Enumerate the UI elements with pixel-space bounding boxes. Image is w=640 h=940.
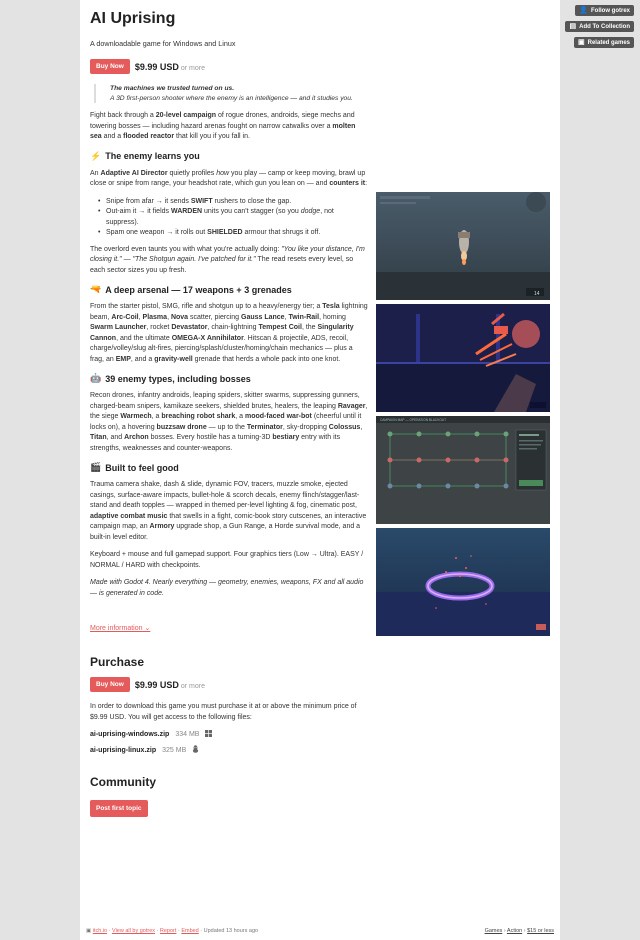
screenshot-4[interactable] [376, 528, 550, 636]
arsenal-paragraph: From the starter pistol, SMG, rifle and shotgun up to a heavy/energy tier; a Tesla lightning beam, Arc-Coil, Plasma, Nova scatter, piercing Gauss Lance, Twin-Rail, homing Swarm Launcher, rocket Devastator, chain-lightning Tempest Coil, the Singularity Cannon, and the ultimate OMEGA-X Annihilator. Hitscan & projectile, ADS, recoil, charge/volley/slug alt-fires, piercing/splash/cluster/homing/chain mechanics — plus a frag, an EMP, and a gravity-well grenade that herds a whole pack into one knot. [90, 303, 368, 363]
report-link[interactable]: Report [159, 928, 177, 934]
game-description [90, 10, 368, 817]
purchase-price: $9.99 USD or more [134, 679, 205, 690]
section-heading-enemy-learns: ⚡ The enemy learns you [90, 150, 200, 161]
screenshot-1[interactable] [376, 192, 550, 300]
purchase-buy-row [90, 677, 368, 692]
purchase-info: In order to download this game you must purchase it at or above the minimum price of $9.99 USD. You will get access to the following files: [90, 703, 357, 721]
embed-link[interactable]: Embed [181, 928, 199, 934]
buy-now-button[interactable]: Buy Now [90, 59, 130, 74]
footer-left: ▣ itch.io · View all by gotrex · Report · Embed · Updated 13 hours ago [86, 928, 259, 934]
section-heading-feel: 🎬 Built to feel good [90, 462, 179, 473]
list-item: • Out-aim it → it fields WARDEN units you can't stagger (so you dodge, not suppress). [100, 207, 368, 228]
more-information-link[interactable]: More information ⌄ [90, 625, 151, 632]
purchase-buy-now-button[interactable]: Buy Now [90, 677, 130, 692]
section-heading-arsenal: 🔫 A deep arsenal — 17 weapons + 3 grenades [90, 284, 292, 295]
user-plus-icon: 👤 [579, 7, 588, 14]
tagline-quote: The machines we trusted turned on us. A 3D first-person shooter where the enemy is an intelligence — and it studies you. [94, 84, 368, 103]
footer [86, 928, 554, 934]
screenshots [376, 192, 550, 640]
view-all-link[interactable]: View all by gotrex [112, 928, 156, 934]
feel-paragraph: Trauma camera shake, dash & slide, dynamic FOV, tracers, muzzle smoke, ejected casings, surface-aware impacts, bullet-hole & scorch decals, enemy flinch/stagger/last-stand and death topples — wrapped in themed per-level lighting & fog, cinematic post, adaptive combat music that swells in a fight, comic-book story cutscenes, an interactive campaign map, an Armory upgrade shop, a Gun Range, a Horde survival mode, and a built-in level editor. [90, 481, 367, 541]
director-paragraph: An Adaptive AI Director quietly profiles how you play — camp or keep moving, brawl up close or snipe from range, your headshot rate, which gun you lean on — and counters it: [90, 169, 368, 187]
lightning-icon: ⚡ [90, 150, 102, 161]
campaign-map-title: CAMPAIGN MAP — OPERATION BLACKOUT [380, 418, 447, 422]
taunt-paragraph: The overlord even taunts you with what you're actually doing: "You like your distance, I'm closing it." — "The Shotgun again. I've patched for it." The read resets every level, so each sector sizes you up fresh. [90, 245, 365, 274]
updated-text: Updated 13 hours ago [203, 928, 259, 934]
screenshot-3[interactable] [376, 416, 550, 524]
related-icon: ▣ [578, 39, 585, 46]
price-filter-link[interactable]: $15 or less [527, 928, 554, 934]
game-page [80, 0, 560, 940]
game-title: AI Uprising [90, 10, 176, 27]
list-item: • Snipe from afar → it sends SWIFT rushers to close the gap. [100, 197, 368, 208]
linux-icon [192, 745, 199, 755]
add-to-collection-button[interactable]: ▤ Add To Collection [565, 21, 634, 32]
chevron-down-icon: ⌄ [144, 625, 151, 632]
screenshot-2[interactable] [376, 304, 550, 412]
itch-logo-icon: ▣ [86, 928, 92, 934]
file-row: ai-uprising-windows.zip 334 MB [90, 730, 368, 739]
games-link[interactable]: Games [484, 928, 503, 934]
top-buttons [565, 5, 634, 48]
enemies-paragraph: Recon drones, infantry androids, leaping spiders, skitter swarms, suppressing gunners, charged-beam snipers, kamikaze seekers, shielded brutes, healers, the leaping Ravager, the siege Warmech, a breaching robot shark, a mood-faced war-bot (cheerful until it locks on), a hovering buzzsaw drone — up to the Terminator, sky-dropping Colossus, Titan, and Archon bosses. Every hostile has a turning-3D bestiary entry with its strengths, weaknesses and counter-weapons. [90, 392, 368, 452]
section-heading-enemies: 🤖 39 enemy types, including bosses [90, 373, 251, 384]
counter-list [100, 197, 368, 239]
ammo-counter: 14 [534, 291, 540, 297]
price: $9.99 USD or more [134, 61, 205, 72]
intro-paragraph: Fight back through a 20-level campaign of rogue drones, androids, siege mechs and towering bosses — including hazard arenas fought on narrow catwalks over a molten sea and a flooded reactor that kill you if you fall in. [90, 112, 356, 140]
footer-right: Games › Action › $15 or less [484, 928, 554, 934]
related-games-button[interactable]: ▣ Related games [574, 37, 634, 48]
godot-paragraph: Made with Godot 4. Nearly everything — geometry, enemies, weapons, FX and all audio — is generated in code. [90, 579, 364, 597]
itchio-link[interactable]: itch.io [92, 928, 108, 934]
clapper-icon: 🎬 [90, 462, 102, 472]
gun-icon: 🔫 [90, 284, 102, 294]
buy-row [90, 59, 368, 74]
follow-button[interactable]: 👤 Follow gotrex [575, 5, 634, 16]
collection-icon: ▤ [569, 23, 577, 30]
purchase-heading: Purchase [90, 655, 145, 669]
post-first-topic-button[interactable]: Post first topic [90, 800, 148, 817]
list-item: • Spam one weapon → it rolls out SHIELDED armour that shrugs it off. [100, 228, 368, 239]
file-row: ai-uprising-linux.zip 325 MB [90, 745, 368, 755]
windows-icon [205, 730, 212, 739]
game-tagline: A downloadable game for Windows and Linux [90, 39, 236, 48]
community-heading: Community [90, 775, 156, 789]
controls-paragraph: Keyboard + mouse and full gamepad support. Four graphics tiers (Low → Ultra). EASY / NORMAL / HARD with checkpoints. [90, 551, 364, 569]
robot-icon: 🤖 [90, 373, 102, 383]
action-link[interactable]: Action [506, 928, 523, 934]
